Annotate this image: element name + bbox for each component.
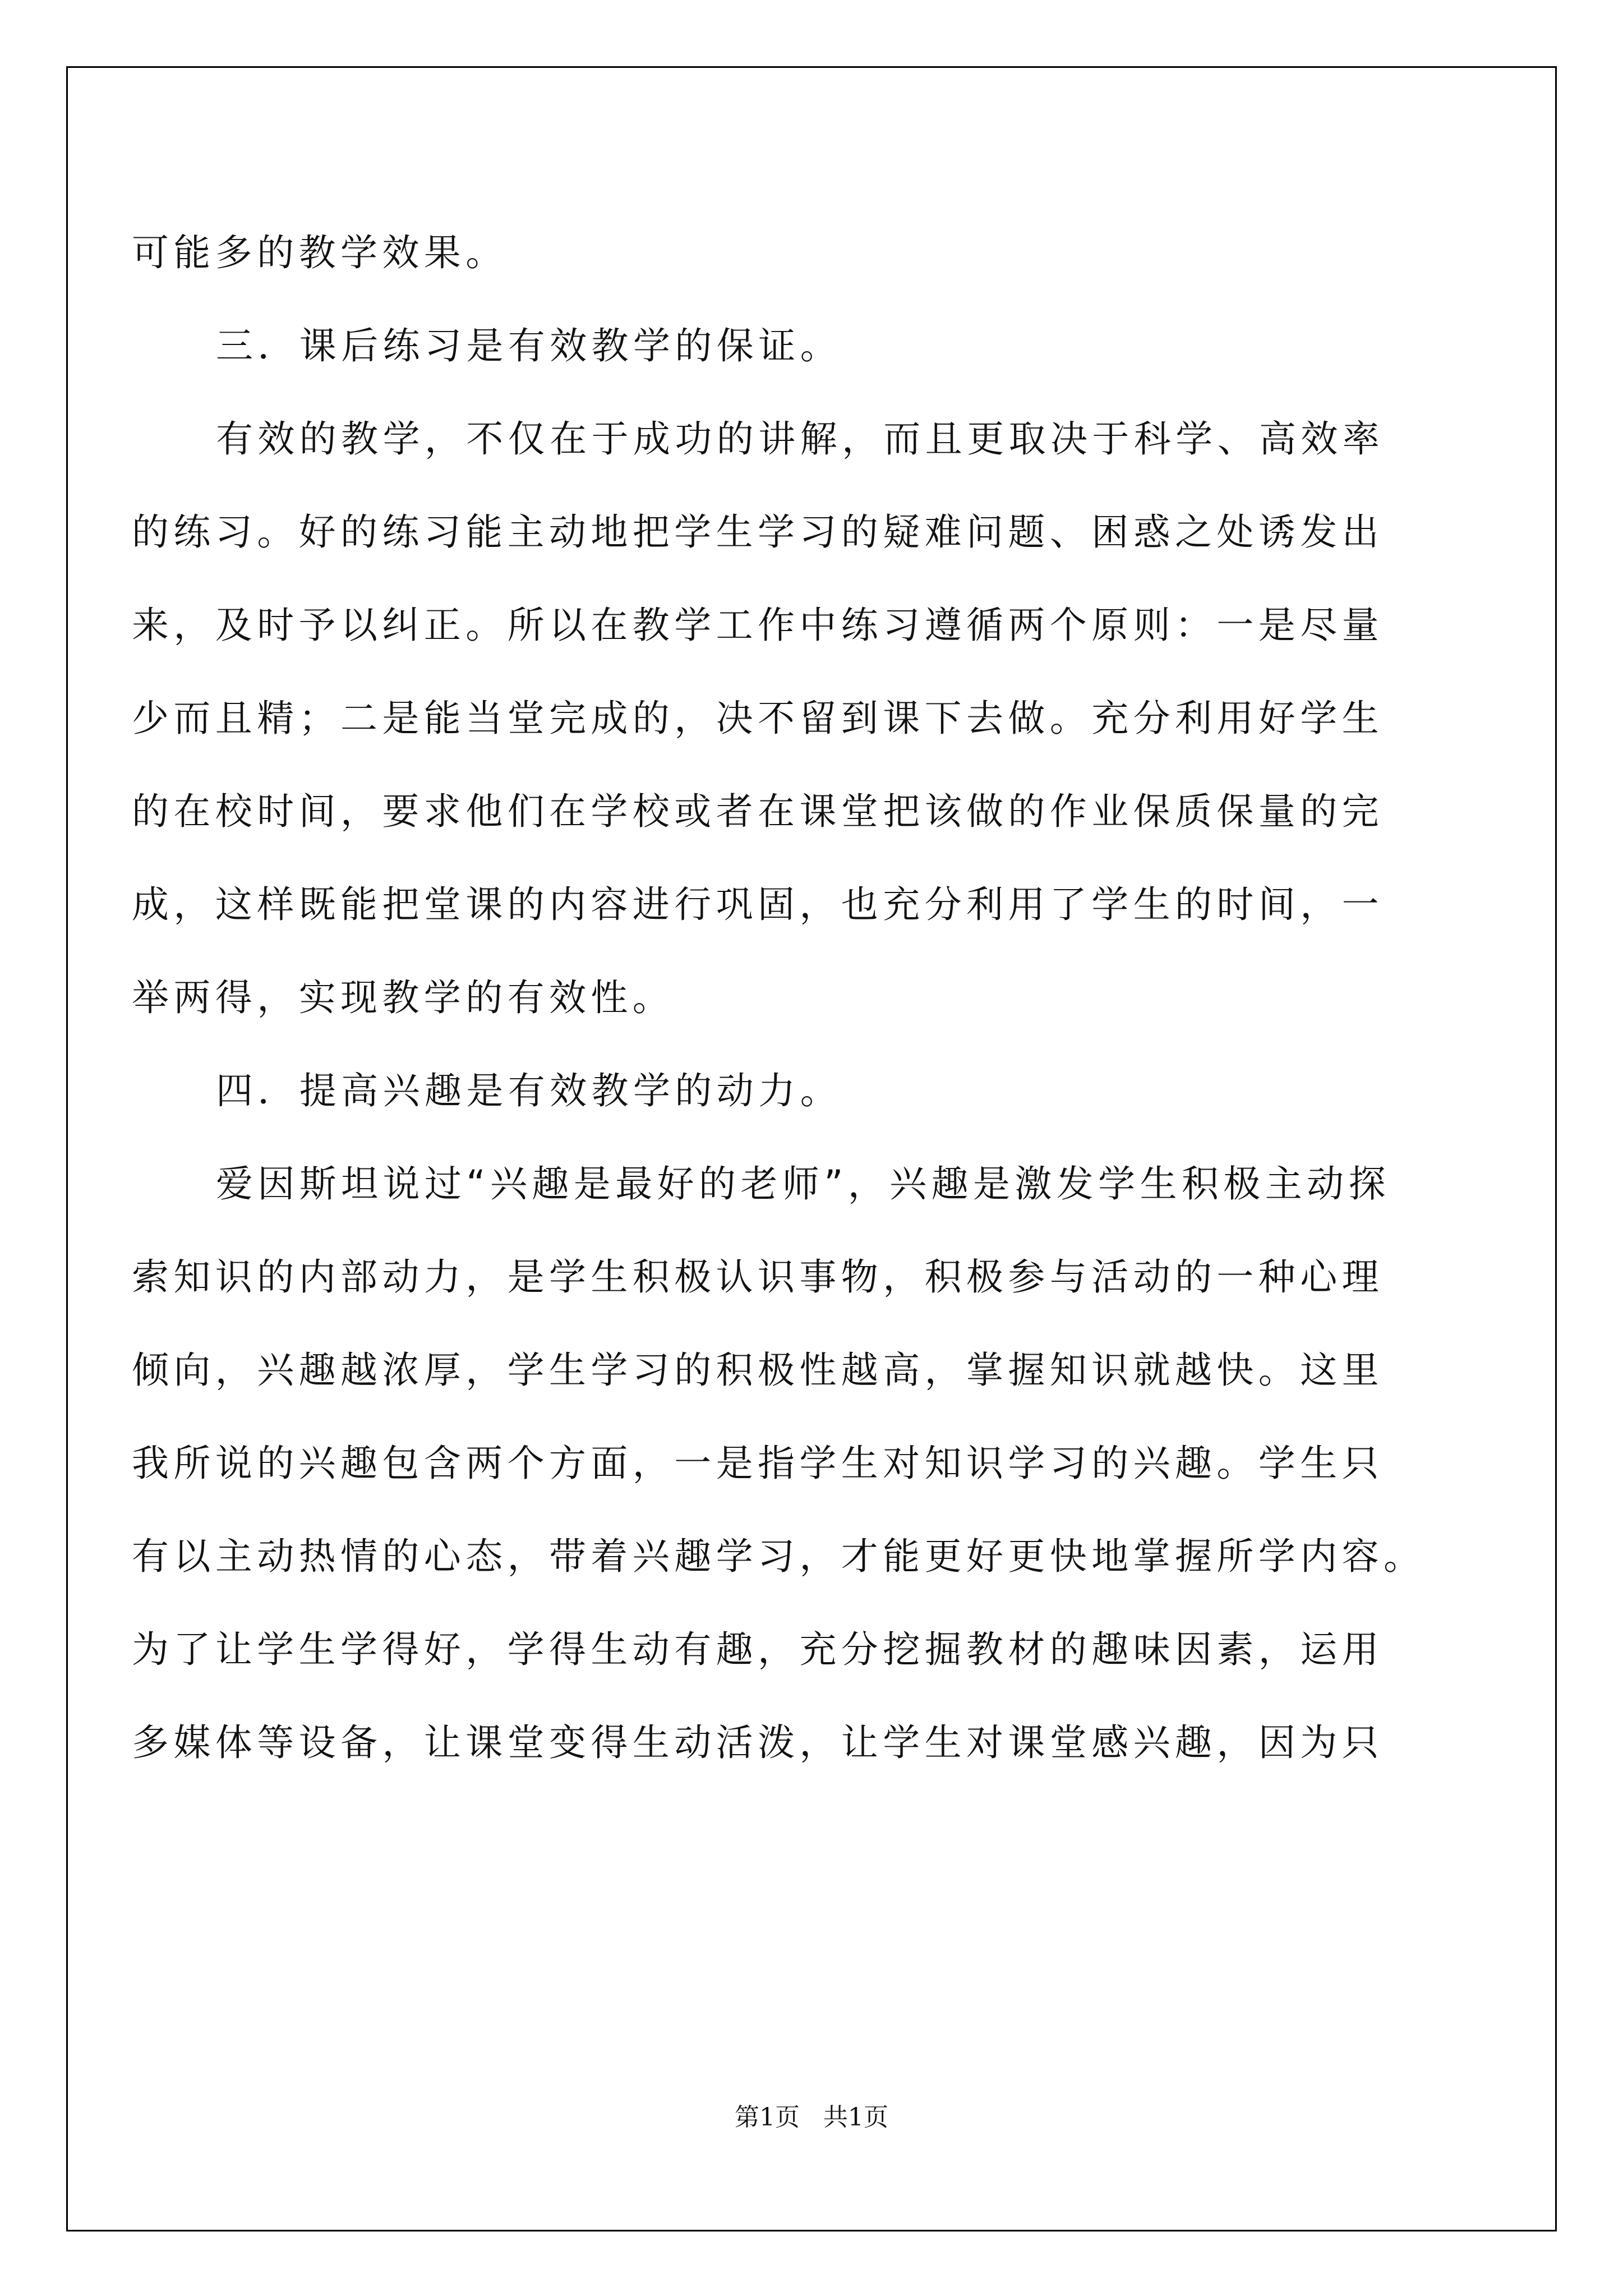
text-line: 爱因斯坦说过“兴趣是最好的老师”，兴趣是激发学生积极主动探 (216, 1162, 1390, 1205)
text-line: 倾向，兴趣越浓厚，学生学习的积极性越高，掌握知识就越快。这里 (132, 1349, 1384, 1392)
text-line: 有以主动热情的心态，带着兴趣学习，才能更好更快地掌握所学内容。 (132, 1535, 1426, 1578)
text-line: 举两得，实现教学的有效性。 (132, 976, 675, 1019)
text-line: 少而且精；二是能当堂完成的，决不留到课下去做。充分利用好学生 (132, 697, 1384, 740)
text-line: 来，及时予以纠正。所以在教学工作中练习遵循两个原则：一是尽量 (132, 604, 1384, 647)
text-line: 索知识的内部动力，是学生积极认识事物，积极参与活动的一种心理 (132, 1255, 1384, 1299)
section-heading: 四．提高兴趣是有效教学的动力。 (216, 1069, 842, 1112)
text-line: 有效的教学，不仅在于成功的讲解，而且更取决于科学、高效率 (216, 417, 1385, 461)
text-line: 的在校时间，要求他们在学校或者在课堂把该做的作业保质保量的完 (132, 790, 1384, 833)
section-heading: 三．课后练习是有效教学的保证。 (216, 324, 842, 367)
text-line: 多媒体等设备，让课堂变得生动活泼，让学生对课堂感兴趣，因为只 (132, 1721, 1384, 1764)
page-number: 第1页 共1页 (735, 2103, 888, 2132)
text-line: 为了让学生学得好，学得生动有趣，充分挖掘教材的趣味因素，运用 (132, 1628, 1384, 1671)
text-line: 可能多的教学效果。 (132, 231, 508, 274)
text-line: 成，这样既能把堂课的内容进行巩固，也充分利用了学生的时间，一 (132, 883, 1384, 926)
text-line: 的练习。好的练习能主动地把学生学习的疑难问题、困惑之处诱发出 (132, 510, 1384, 554)
text-line: 我所说的兴趣包含两个方面，一是指学生对知识学习的兴趣。学生只 (132, 1442, 1384, 1485)
